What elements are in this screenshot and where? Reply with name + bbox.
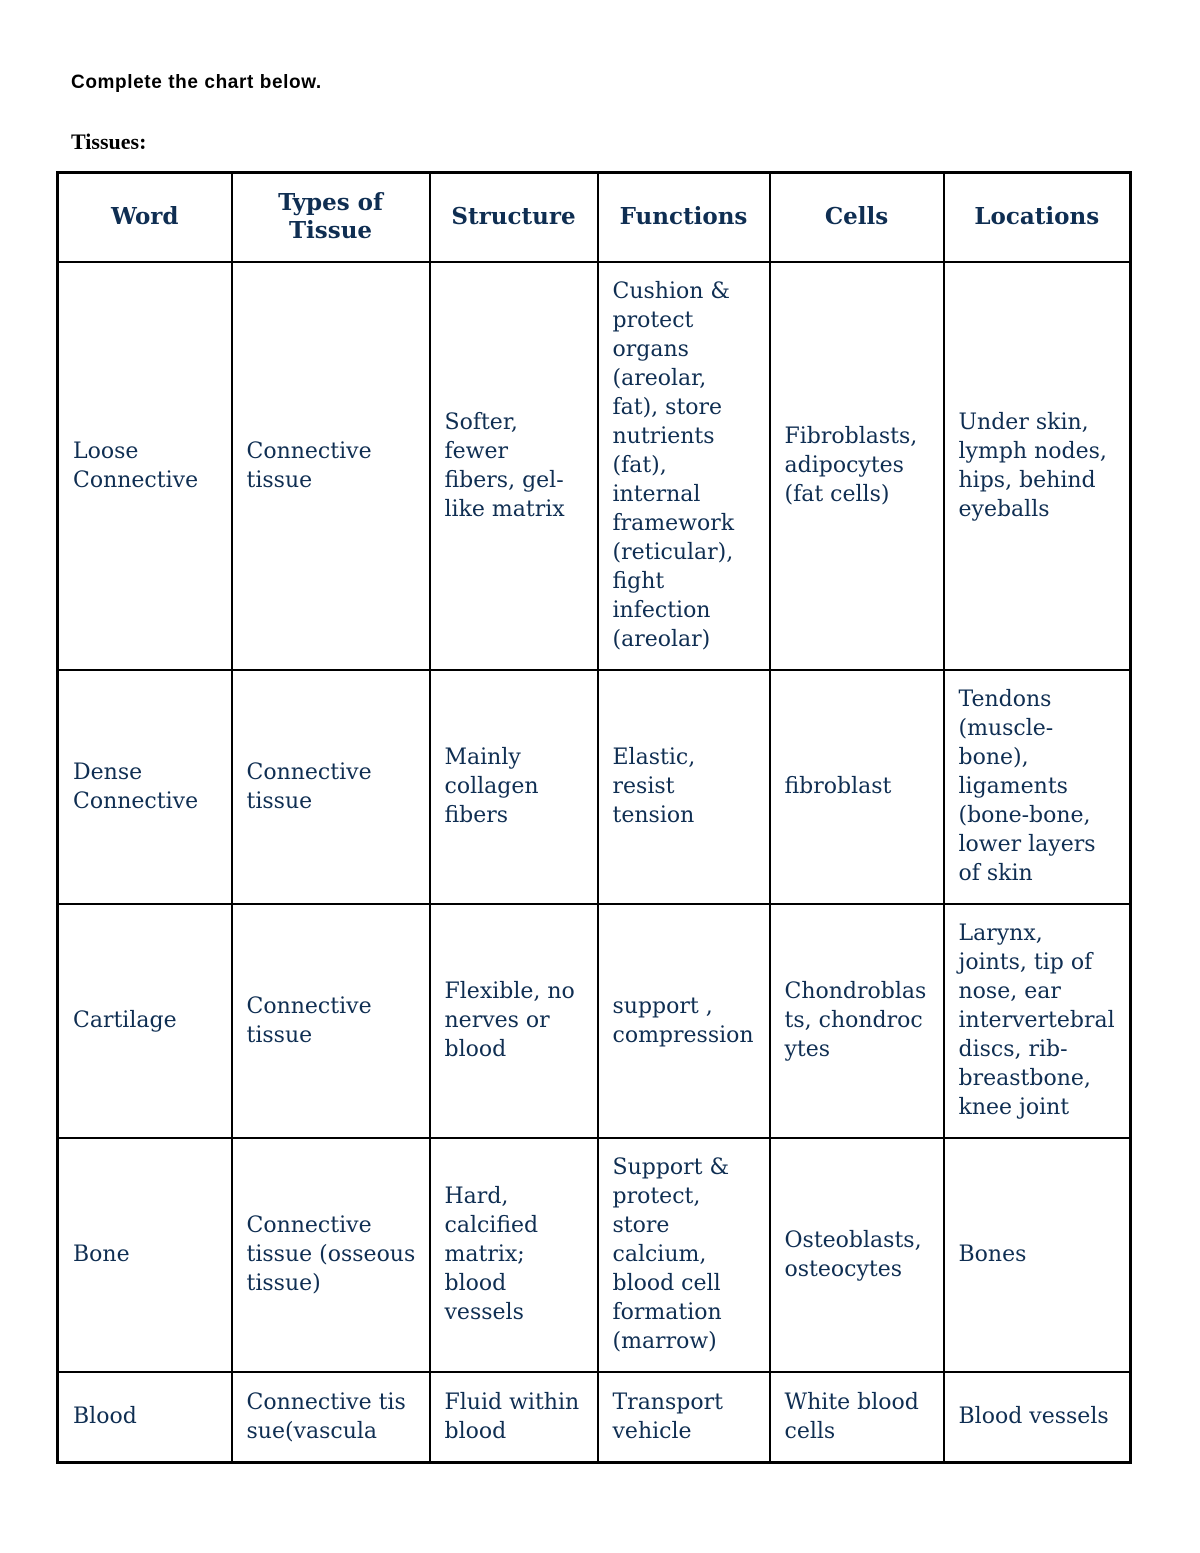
cell-cells: Chondroblasts, chondrocytes [770,904,944,1138]
cell-locations: Bones [944,1138,1131,1372]
cell-cells: White blood cells [770,1372,944,1463]
table-row [58,262,1131,670]
instruction-text: Complete the chart below. [71,72,322,93]
table-row [58,1138,1131,1372]
cell-word: Cartilage [58,904,232,1138]
cell-word: Dense Connective [58,670,232,904]
cell-type: Connective tissue(vascula [232,1372,430,1463]
cell-locations: Blood vessels [944,1372,1131,1463]
tissues-chart [56,171,1132,1464]
header-word: Word [58,173,232,262]
header-locations: Locations [944,173,1131,262]
cell-word: Bone [58,1138,232,1372]
cell-word: Loose Connective [58,262,232,670]
cell-type: Connective tissue (osseous tissue) [232,1138,430,1372]
cell-structure: Flexible, no nerves or blood [430,904,598,1138]
header-cells: Cells [770,173,944,262]
cell-locations: Larynx, joints, tip of nose, ear intervertebral discs, rib-breastbone, knee joint [944,904,1131,1138]
cell-functions: Transport vehicle [598,1372,770,1463]
table-row [58,670,1131,904]
cell-type: Connective tissue [232,904,430,1138]
header-types-of-tissue: Types of Tissue [232,173,430,262]
cell-cells: Fibroblasts, adipocytes (fat cells) [770,262,944,670]
table-row [58,1372,1131,1463]
cell-functions: Support & protect, store calcium, blood cell formation (marrow) [598,1138,770,1372]
header-functions: Functions [598,173,770,262]
cell-type: Connective tissue [232,262,430,670]
cell-functions: Elastic, resist tension [598,670,770,904]
table-row [58,904,1131,1138]
cell-functions: Cushion & protect organs (areolar, fat), store nutrients (fat), internal framework (reticular), fight infection (areolar) [598,262,770,670]
header-structure: Structure [430,173,598,262]
cell-cells: fibroblast [770,670,944,904]
cell-structure: Mainly collagen fibers [430,670,598,904]
cell-structure: Fluid within blood [430,1372,598,1463]
cell-structure: Softer, fewer fibers, gel-like matrix [430,262,598,670]
cell-type: Connective tissue [232,670,430,904]
cell-word: Blood [58,1372,232,1463]
cell-structure: Hard, calcified matrix; blood vessels [430,1138,598,1372]
cell-functions: support , compression [598,904,770,1138]
cell-cells: Osteoblasts, osteocytes [770,1138,944,1372]
section-title: Tissues: [71,129,147,154]
cell-locations: Tendons (muscle-bone), ligaments (bone-bone, lower layers of skin [944,670,1131,904]
cell-locations: Under skin, lymph nodes, hips, behind eyeballs [944,262,1131,670]
table-header-row [58,173,1131,262]
